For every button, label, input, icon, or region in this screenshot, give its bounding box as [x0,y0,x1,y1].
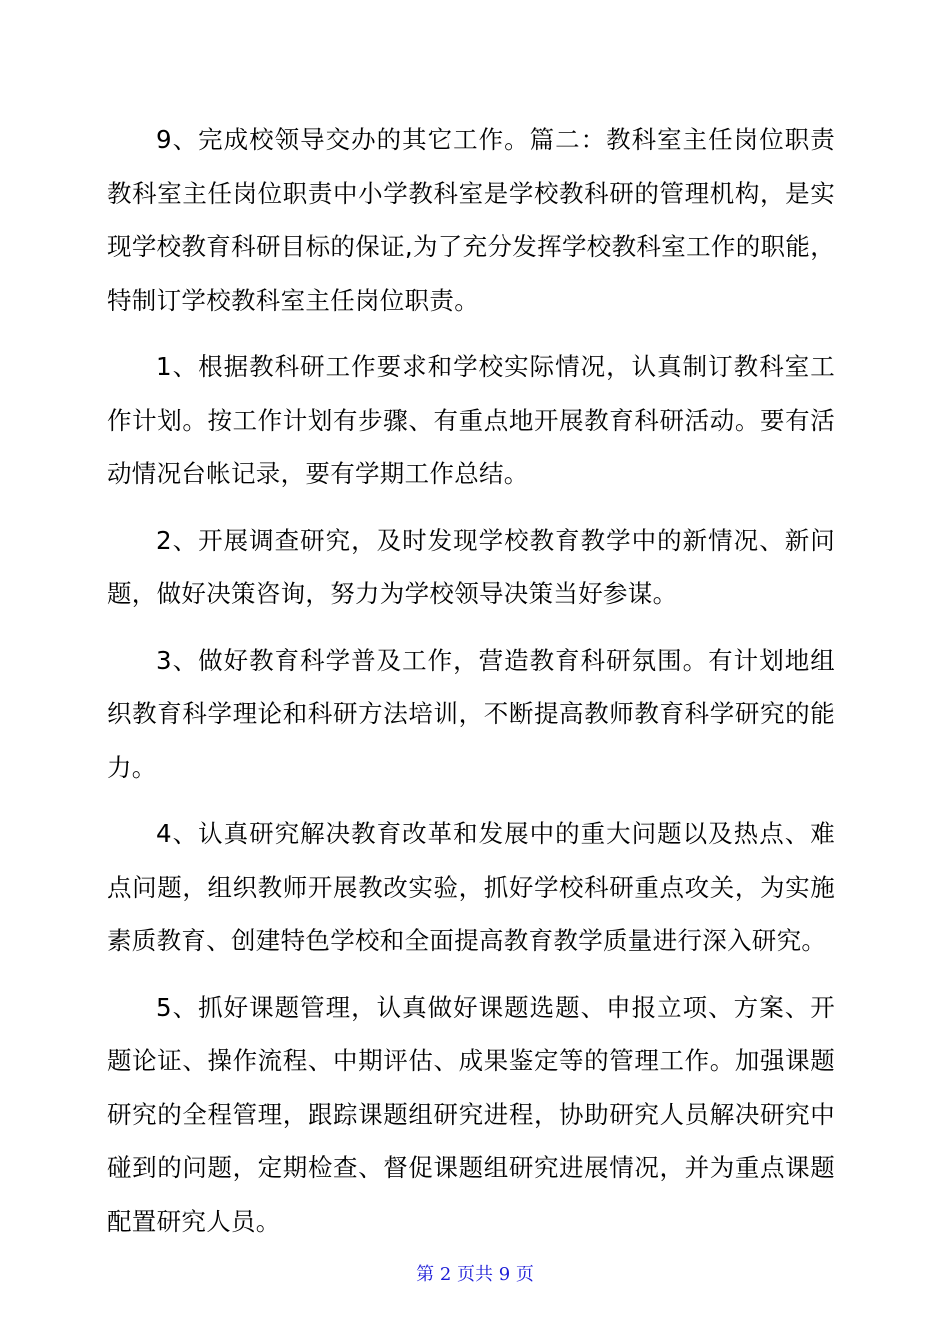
paragraph-duty-4: 4、认真研究解决教育改革和发展中的重大问题以及热点、难点问题，组织教师开展教改实验，抓好学校科研重点攻关，为实施素质教育、创建特色学校和全面提高教育教学质量进行深入研究。 [107,819,835,955]
page-number-footer: 第 2 页共 9 页 [416,1264,534,1285]
paragraph-duty-1: 1、根据教科研工作要求和学校实际情况，认真制订教科室工作计划。按工作计划有步骤、有重点地开展教育科研活动。要有活动情况台帐记录，要有学期工作总结。 [107,352,835,488]
paragraph-duty-5: 5、抓好课题管理，认真做好课题选题、申报立项、方案、开题论证、操作流程、中期评估、成果鉴定等的管理工作。加强课题研究的全程管理，跟踪课题组研究进程，协助研究人员解决研究中碰到的问题，定期检查、督促课题组研究进展情况，并为重点课题配置研究人员。 [107,992,835,1236]
paragraph-item-9-and-intro: 9、完成校领导交办的其它工作。篇二：教科室主任岗位职责教科室主任岗位职责中小学教科室是学校教科研的管理机构，是实现学校教育科研目标的保证,为了充分发挥学校教科室工作的职能，特制订学校教科室主任岗位职责。 [107,125,835,315]
paragraph-duty-3: 3、做好教育科学普及工作，营造教育科研氛围。有计划地组织教育科学理论和科研方法培训，不断提高教师教育科学研究的能力。 [107,645,835,782]
paragraph-duty-2: 2、开展调查研究，及时发现学校教育教学中的新情况、新问题，做好决策咨询，努力为学校领导决策当好参谋。 [107,525,835,608]
document-body [107,113,835,1261]
